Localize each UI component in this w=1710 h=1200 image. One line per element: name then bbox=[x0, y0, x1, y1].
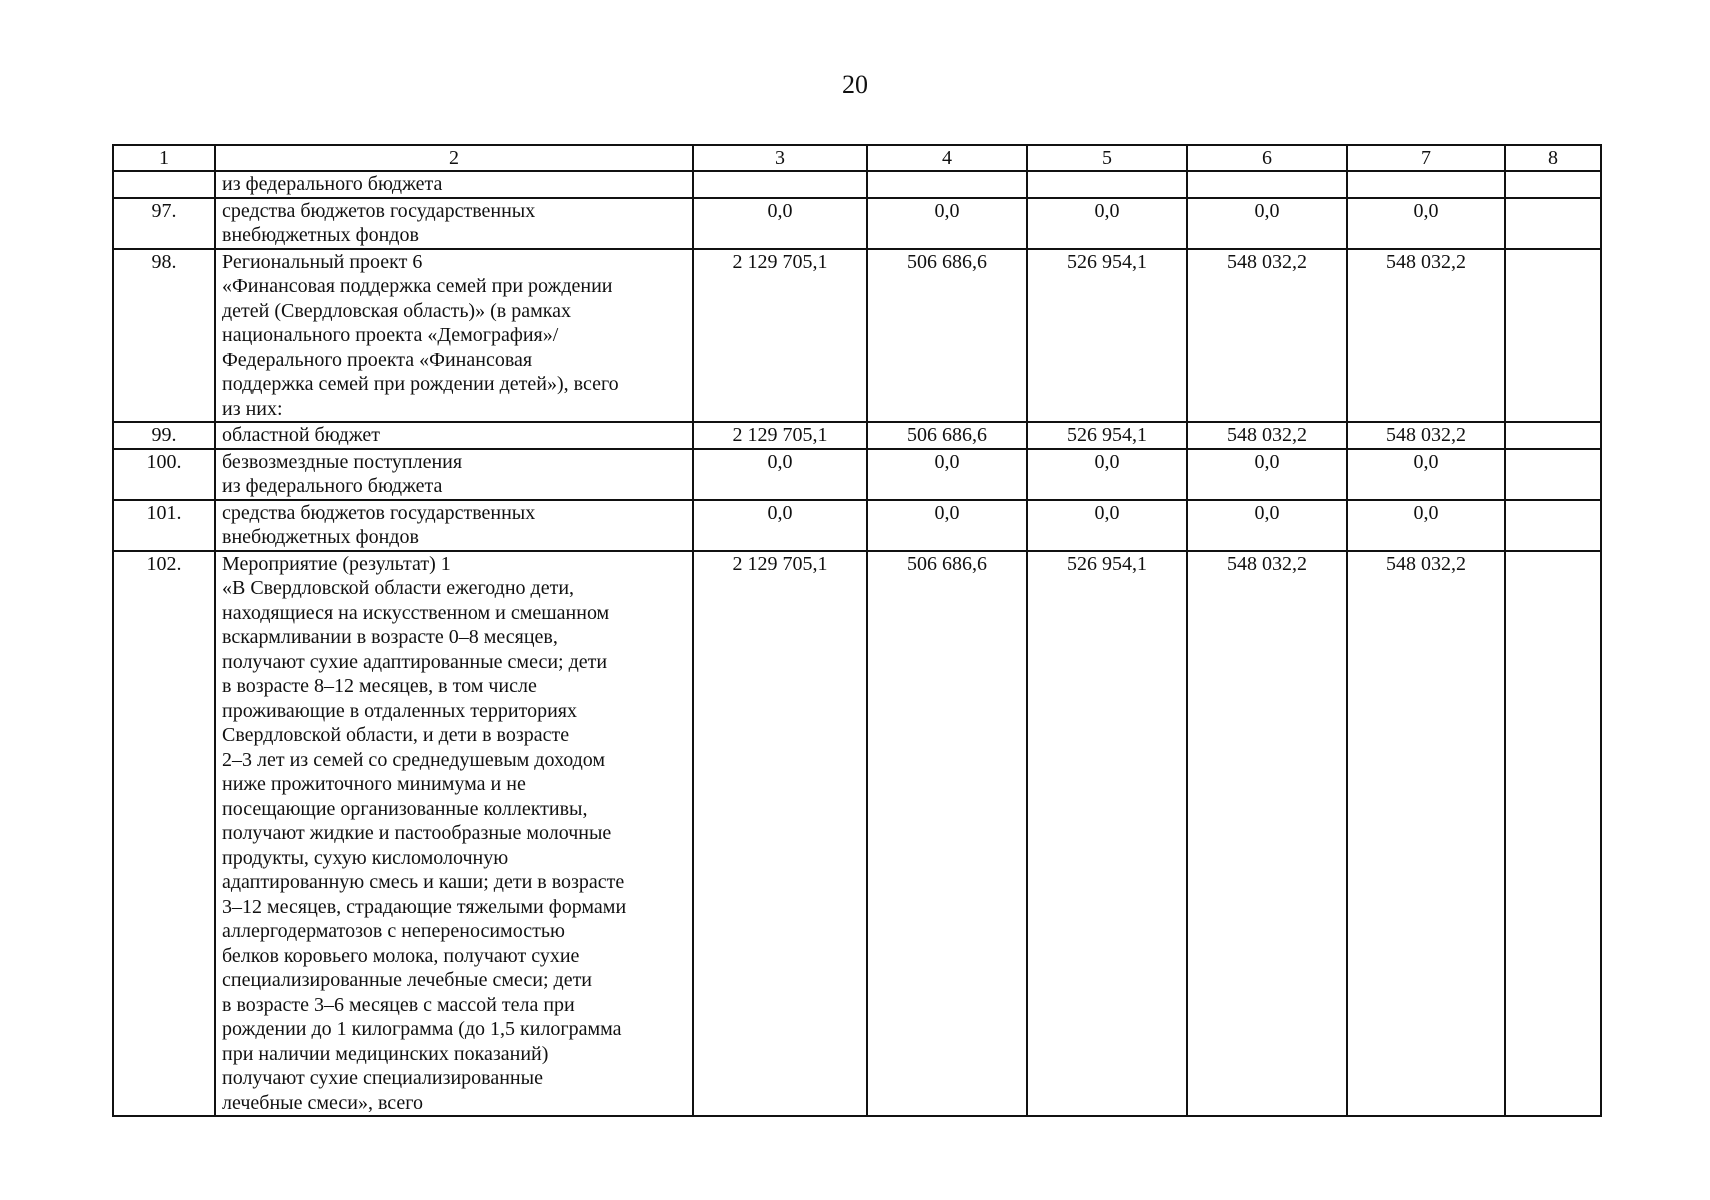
value-col-3: 2 129 705,1 bbox=[693, 551, 867, 1117]
description-line: ниже прожиточного минимума и не bbox=[222, 773, 526, 795]
description-line: средства бюджетов государственных bbox=[222, 501, 536, 524]
description-line: детей (Свердловская область)» (в рамках bbox=[222, 299, 572, 322]
value-col-7: 548 032,2 bbox=[1347, 249, 1505, 423]
value-col-4 bbox=[867, 171, 1027, 198]
description-line: посещающие организованные коллективы, bbox=[222, 797, 588, 820]
value-col-4: 0,0 bbox=[867, 449, 1027, 500]
description-line: из них: bbox=[222, 397, 283, 420]
description-line: из федерального бюджета bbox=[222, 173, 443, 195]
description-line: «Финансовая поддержка семей при рождении bbox=[222, 275, 613, 297]
header-row bbox=[113, 145, 1601, 171]
table-body bbox=[113, 171, 1601, 1116]
value-col-6 bbox=[1187, 171, 1347, 198]
value-col-3: 0,0 bbox=[693, 449, 867, 500]
value-col-4: 506 686,6 bbox=[867, 551, 1027, 1117]
value-col-4: 0,0 bbox=[867, 500, 1027, 551]
header-cell-6: 6 bbox=[1187, 145, 1347, 171]
header-cell-4: 4 bbox=[867, 145, 1027, 171]
description-line: получают сухие адаптированные смеси; дети bbox=[222, 650, 608, 673]
description-line: средства бюджетов государственных bbox=[222, 199, 536, 222]
value-col-4: 506 686,6 bbox=[867, 249, 1027, 423]
value-col-6: 0,0 bbox=[1187, 449, 1347, 500]
value-col-3: 2 129 705,1 bbox=[693, 422, 867, 449]
description-line: лечебные смеси», всего bbox=[222, 1091, 424, 1114]
value-col-6: 548 032,2 bbox=[1187, 551, 1347, 1117]
value-col-3: 0,0 bbox=[693, 500, 867, 551]
row-number: 97. bbox=[113, 198, 215, 249]
value-col-7: 0,0 bbox=[1347, 449, 1505, 500]
value-col-3: 2 129 705,1 bbox=[693, 249, 867, 423]
table-row bbox=[113, 249, 1601, 423]
value-col-5: 0,0 bbox=[1027, 500, 1187, 551]
description-line: проживающие в отдаленных территориях bbox=[222, 699, 577, 722]
description-line: Региональный проект 6 bbox=[222, 250, 423, 273]
row-description bbox=[215, 551, 693, 1117]
row-number: 102. bbox=[113, 551, 215, 1117]
description-line: в возрасте 3–6 месяцев с массой тела при bbox=[222, 993, 575, 1016]
row-number: 100. bbox=[113, 449, 215, 500]
description-line: областной бюджет bbox=[222, 424, 381, 446]
description-line: поддержка семей при рождении детей»), всего bbox=[222, 373, 619, 395]
row-number: 98. bbox=[113, 249, 215, 423]
description-line: «В Свердловской области ежегодно дети, bbox=[222, 577, 575, 599]
description-line: адаптированную смесь и каши; дети в возрасте bbox=[222, 871, 625, 893]
budget-table bbox=[112, 144, 1602, 1117]
table-row bbox=[113, 551, 1601, 1117]
description-line: при наличии медицинских показаний) bbox=[222, 1042, 549, 1065]
row-description bbox=[215, 500, 693, 551]
table-row bbox=[113, 171, 1601, 198]
description-line: аллергодерматозов с непереносимостью bbox=[222, 920, 565, 942]
value-col-7 bbox=[1347, 171, 1505, 198]
header-cell-8: 8 bbox=[1505, 145, 1601, 171]
value-col-6: 548 032,2 bbox=[1187, 422, 1347, 449]
row-description bbox=[215, 249, 693, 423]
description-line: специализированные лечебные смеси; дети bbox=[222, 969, 593, 991]
description-line: Федерального проекта «Финансовая bbox=[222, 348, 533, 371]
description-line: вскармливании в возрасте 0–8 месяцев, bbox=[222, 626, 558, 648]
description-line: Мероприятие (результат) 1 bbox=[222, 552, 451, 575]
header-cell-7: 7 bbox=[1347, 145, 1505, 171]
value-col-8 bbox=[1505, 422, 1601, 449]
description-line: продукты, сухую кисломолочную bbox=[222, 846, 509, 869]
value-col-3 bbox=[693, 171, 867, 198]
row-number bbox=[113, 171, 215, 198]
value-col-8 bbox=[1505, 171, 1601, 198]
value-col-5: 526 954,1 bbox=[1027, 551, 1187, 1117]
description-line: Свердловской области, и дети в возрасте bbox=[222, 724, 570, 746]
value-col-8 bbox=[1505, 500, 1601, 551]
row-description bbox=[215, 449, 693, 500]
value-col-4: 0,0 bbox=[867, 198, 1027, 249]
description-line: национального проекта «Демография»/ bbox=[222, 324, 559, 346]
description-line: рождении до 1 килограмма (до 1,5 килограмма bbox=[222, 1018, 622, 1040]
description-line: получают сухие специализированные bbox=[222, 1067, 543, 1089]
table-row bbox=[113, 449, 1601, 500]
table-row bbox=[113, 500, 1601, 551]
row-number: 101. bbox=[113, 500, 215, 551]
value-col-7: 0,0 bbox=[1347, 198, 1505, 249]
value-col-4: 506 686,6 bbox=[867, 422, 1027, 449]
row-description bbox=[215, 171, 693, 198]
value-col-8 bbox=[1505, 249, 1601, 423]
description-line: внебюджетных фондов bbox=[222, 526, 419, 548]
row-description bbox=[215, 198, 693, 249]
value-col-6: 548 032,2 bbox=[1187, 249, 1347, 423]
row-description bbox=[215, 422, 693, 449]
value-col-6: 0,0 bbox=[1187, 198, 1347, 249]
description-line: 2–3 лет из семей со среднедушевым доходом bbox=[222, 748, 606, 771]
header-cell-2: 2 bbox=[215, 145, 693, 171]
value-col-5: 526 954,1 bbox=[1027, 249, 1187, 423]
page-number: 20 bbox=[842, 70, 868, 99]
header-cell-5: 5 bbox=[1027, 145, 1187, 171]
table-row bbox=[113, 422, 1601, 449]
value-col-8 bbox=[1505, 551, 1601, 1117]
value-col-8 bbox=[1505, 198, 1601, 249]
description-line: из федерального бюджета bbox=[222, 475, 443, 497]
description-line: в возрасте 8–12 месяцев, в том числе bbox=[222, 675, 537, 697]
description-line: находящиеся на искусственном и смешанном bbox=[222, 601, 610, 624]
value-col-7: 0,0 bbox=[1347, 500, 1505, 551]
value-col-6: 0,0 bbox=[1187, 500, 1347, 551]
description-line: внебюджетных фондов bbox=[222, 224, 419, 246]
value-col-5 bbox=[1027, 171, 1187, 198]
value-col-5: 0,0 bbox=[1027, 198, 1187, 249]
value-col-8 bbox=[1505, 449, 1601, 500]
value-col-5: 526 954,1 bbox=[1027, 422, 1187, 449]
description-line: безвозмездные поступления bbox=[222, 450, 463, 473]
description-line: получают жидкие и пастообразные молочные bbox=[222, 822, 612, 844]
value-col-7: 548 032,2 bbox=[1347, 551, 1505, 1117]
header-cell-3: 3 bbox=[693, 145, 867, 171]
value-col-3: 0,0 bbox=[693, 198, 867, 249]
table-row bbox=[113, 198, 1601, 249]
header-cell-1: 1 bbox=[113, 145, 215, 171]
value-col-7: 548 032,2 bbox=[1347, 422, 1505, 449]
description-line: белков коровьего молока, получают сухие bbox=[222, 944, 580, 967]
value-col-5: 0,0 bbox=[1027, 449, 1187, 500]
row-number: 99. bbox=[113, 422, 215, 449]
description-line: 3–12 месяцев, страдающие тяжелыми формами bbox=[222, 895, 627, 918]
